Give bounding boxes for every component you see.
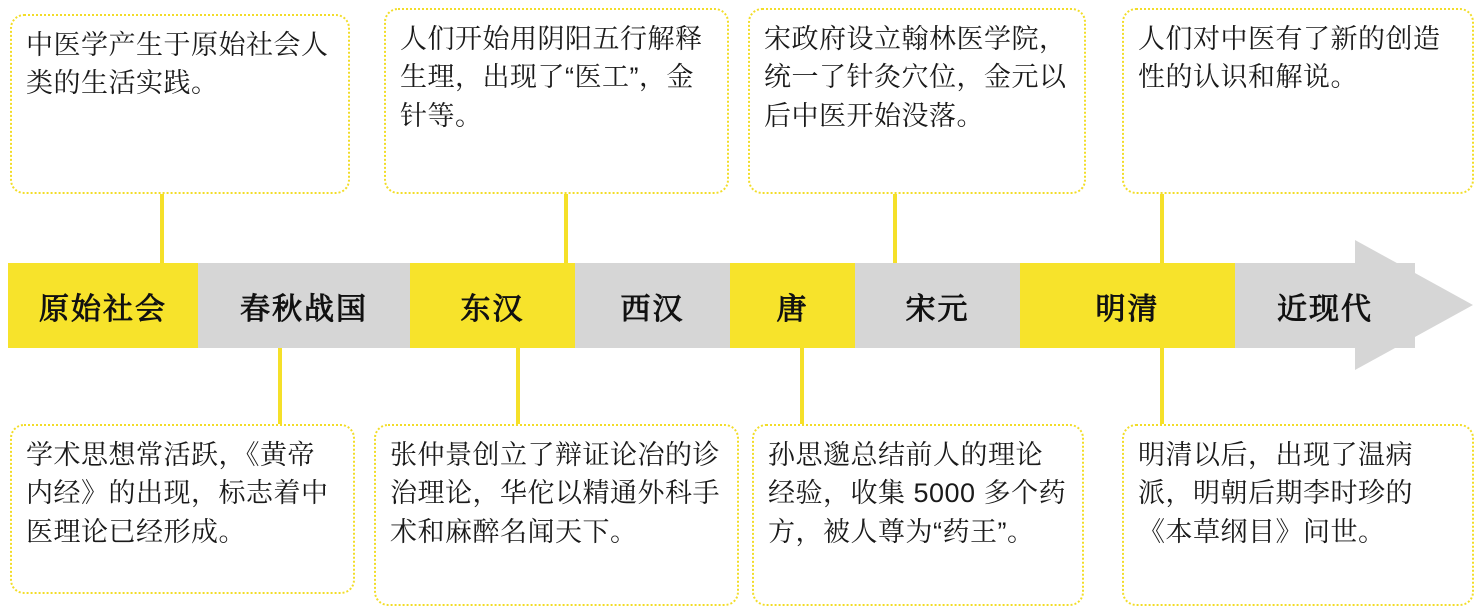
connector-top-4: [1160, 194, 1164, 264]
connector-bottom-1: [278, 348, 282, 426]
callout-bottom-4: 明清以后，出现了温病派，明朝后期李时珍的《本草纲目》问世。: [1122, 424, 1474, 606]
era-4[interactable]: 唐: [730, 263, 855, 348]
era-7[interactable]: 近现代: [1235, 263, 1415, 348]
callout-bottom-2: 张仲景创立了辩证论冶的诊治理论，华佗以精通外科手术和麻醉名闻天下。: [374, 424, 739, 606]
callout-top-2: 人们开始用阴阳五行解释生理，出现了“医工”，金针等。: [384, 8, 729, 194]
era-0[interactable]: 原始社会: [8, 263, 198, 348]
callout-top-3: 宋政府设立翰林医学院，统一了针灸穴位，金元以后中医开始没落。: [748, 8, 1086, 194]
connector-top-2: [564, 194, 568, 264]
callout-bottom-3: 孙思邈总结前人的理论经验，收集 5000 多个药方，被人尊为“药王”。: [752, 424, 1084, 606]
connector-top-1: [160, 194, 164, 264]
connector-bottom-2: [516, 348, 520, 426]
era-2[interactable]: 东汉: [410, 263, 575, 348]
timeline-bar: [8, 263, 1415, 348]
connector-bottom-3: [800, 348, 804, 426]
callout-bottom-1: 学术思想常活跃，《黄帝内经》的出现，标志着中医理论已经形成。: [10, 424, 355, 594]
connector-bottom-4: [1160, 348, 1164, 426]
era-5[interactable]: 宋元: [855, 263, 1020, 348]
connector-top-3: [893, 194, 897, 264]
callout-top-4: 人们对中医有了新的创造性的认识和解说。: [1122, 8, 1474, 194]
era-6[interactable]: 明清: [1020, 263, 1235, 348]
callout-top-1: 中医学产生于原始社会人类的生活实践。: [10, 14, 350, 194]
era-3[interactable]: 西汉: [575, 263, 730, 348]
era-1[interactable]: 春秋战国: [198, 263, 410, 348]
